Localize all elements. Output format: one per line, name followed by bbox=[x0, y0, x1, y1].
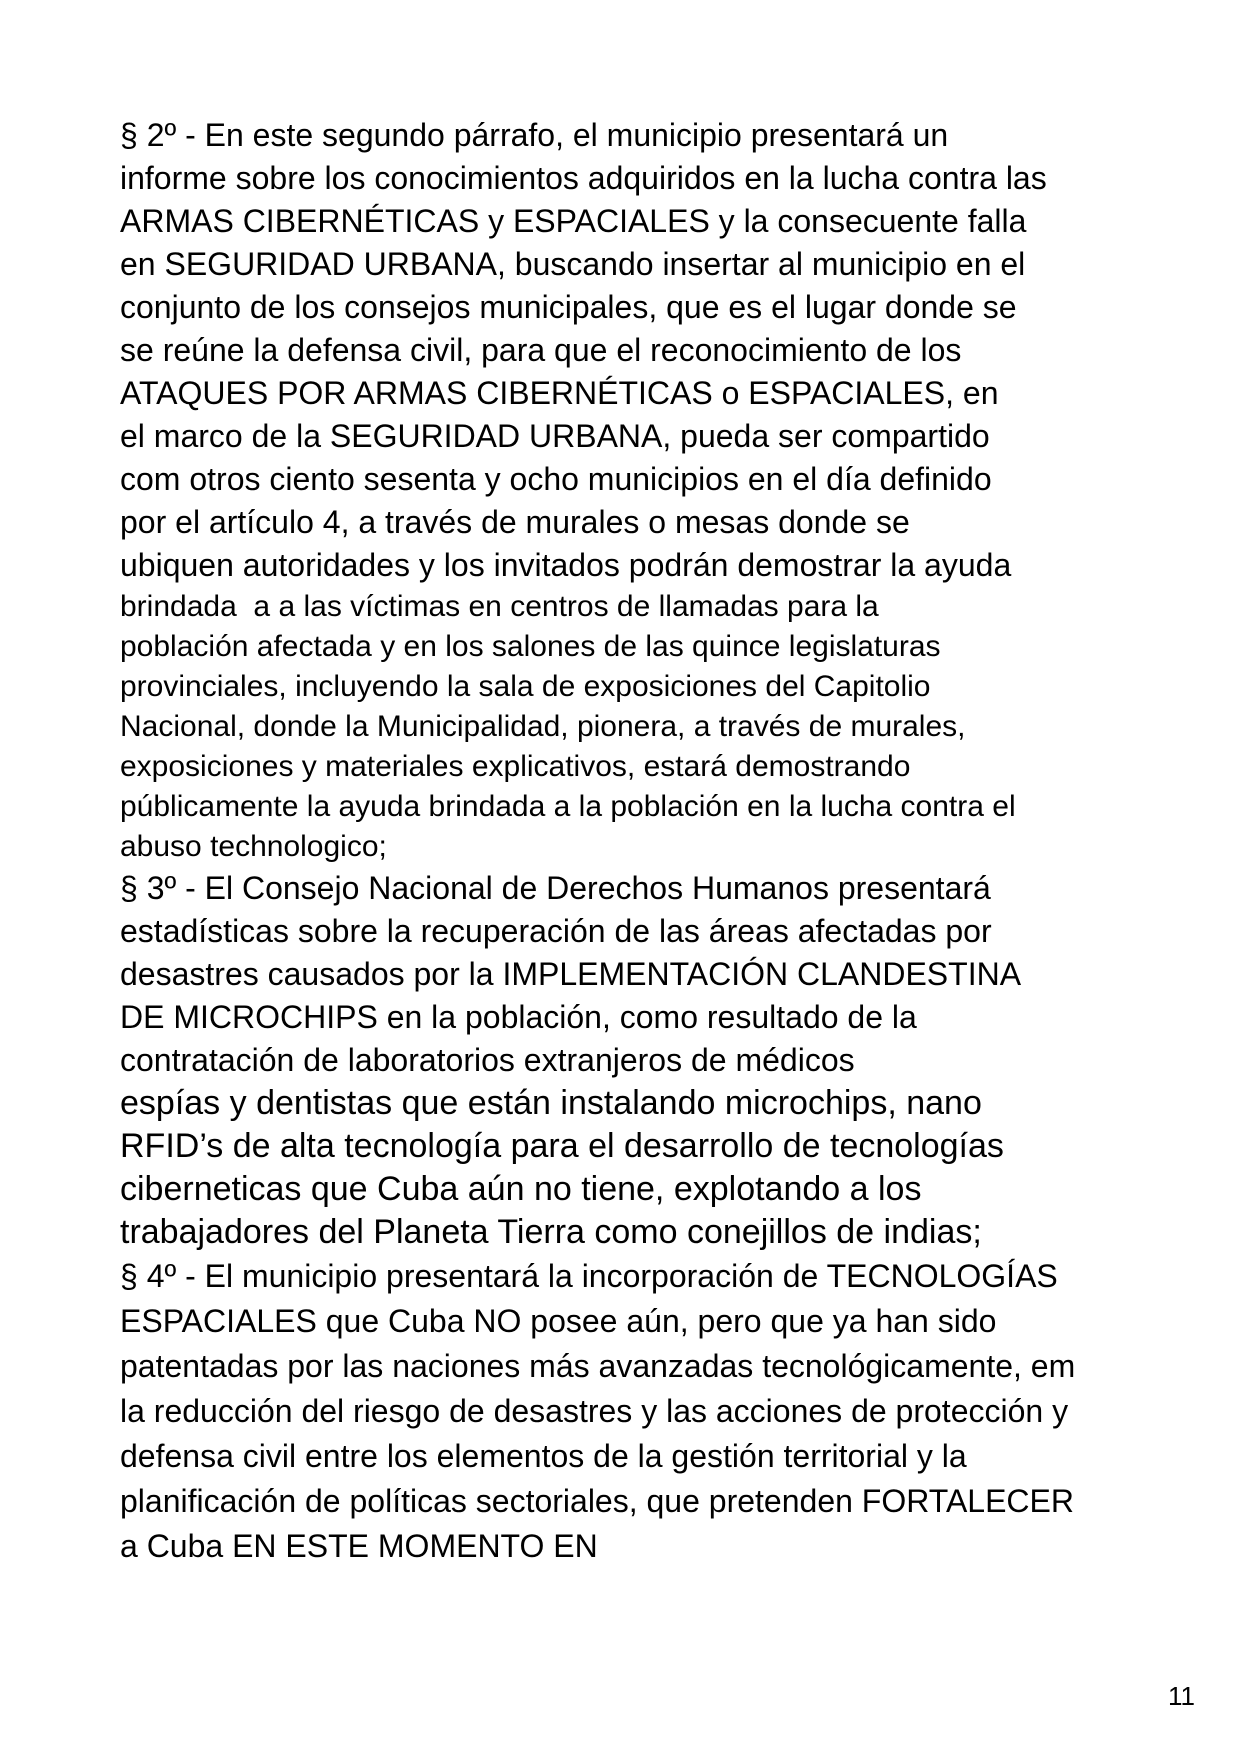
text-line: el marco de la SEGURIDAD URBANA, pueda ser compartido bbox=[120, 418, 990, 454]
text-line: a Cuba EN ESTE MOMENTO EN bbox=[120, 1528, 598, 1564]
text-line: desastres causados por la IMPLEMENTACIÓN CLANDESTINA bbox=[120, 956, 1022, 992]
text-line: informe sobre los conocimientos adquiridos en la lucha contra las bbox=[120, 160, 1047, 196]
text-line: provinciales, incluyendo la sala de exposiciones del Capitolio bbox=[120, 670, 931, 703]
page-number: 11 bbox=[1168, 1681, 1195, 1711]
text-line: en SEGURIDAD URBANA, buscando insertar al municipio en el bbox=[120, 246, 1026, 282]
text-line: contratación de laboratorios extranjeros de médicos bbox=[120, 1042, 855, 1078]
text-line: por el artículo 4, a través de murales o mesas donde se bbox=[120, 504, 910, 540]
text-line: § 4º - El municipio presentará la incorporación de TECNOLOGÍAS bbox=[120, 1258, 1058, 1294]
text-line: defensa civil entre los elementos de la gestión territorial y la bbox=[120, 1438, 967, 1474]
text-line: patentadas por las naciones más avanzadas tecnológicamente, em bbox=[120, 1348, 1076, 1384]
text-line: ciberneticas que Cuba aún no tiene, explotando a los bbox=[120, 1170, 922, 1208]
paragraph-section-3 bbox=[120, 867, 1140, 1254]
text-line: se reúne la defensa civil, para que el reconocimiento de los bbox=[120, 332, 962, 368]
text-line: brindada a a las víctimas en centros de llamadas para la bbox=[120, 590, 879, 623]
text-line: ARMAS CIBERNÉTICAS y ESPACIALES y la consecuente falla bbox=[120, 203, 1027, 239]
text-line: ESPACIALES que Cuba NO posee aún, pero que ya han sido bbox=[120, 1303, 997, 1339]
text-line: ATAQUES POR ARMAS CIBERNÉTICAS o ESPACIALES, en bbox=[120, 375, 999, 411]
text-line: RFID’s de alta tecnología para el desarrollo de tecnologías bbox=[120, 1127, 1004, 1165]
text-line: población afectada y en los salones de las quince legislaturas bbox=[120, 630, 941, 663]
text-line: conjunto de los consejos municipales, que es el lugar donde se bbox=[120, 289, 1017, 325]
paragraph-section-2 bbox=[120, 114, 1140, 867]
text-line: la reducción del riesgo de desastres y las acciones de protección y bbox=[120, 1393, 1069, 1429]
text-line: espías y dentistas que están instalando microchips, nano bbox=[120, 1084, 982, 1122]
text-line: com otros ciento sesenta y ocho municipios en el día definido bbox=[120, 461, 992, 497]
text-line: públicamente la ayuda brindada a la población en la lucha contra el bbox=[120, 790, 1016, 823]
text-line: abuso technologico; bbox=[120, 830, 387, 863]
text-line: § 2º - En este segundo párrafo, el municipio presentará un bbox=[120, 117, 949, 153]
text-line: Nacional, donde la Municipalidad, pionera, a través de murales, bbox=[120, 710, 966, 743]
paragraph-section-4 bbox=[120, 1254, 1140, 1569]
text-line: planificación de políticas sectoriales, que pretenden FORTALECER bbox=[120, 1483, 1074, 1519]
text-line: estadísticas sobre la recuperación de las áreas afectadas por bbox=[120, 913, 992, 949]
text-line: ubiquen autoridades y los invitados podrán demostrar la ayuda bbox=[120, 547, 1012, 583]
document-body bbox=[120, 114, 1140, 1569]
text-line: § 3º - El Consejo Nacional de Derechos Humanos presentará bbox=[120, 870, 991, 906]
text-line: trabajadores del Planeta Tierra como conejillos de indias; bbox=[120, 1213, 982, 1251]
text-line: exposiciones y materiales explicativos, estará demostrando bbox=[120, 750, 911, 783]
text-line: DE MICROCHIPS en la población, como resultado de la bbox=[120, 999, 917, 1035]
